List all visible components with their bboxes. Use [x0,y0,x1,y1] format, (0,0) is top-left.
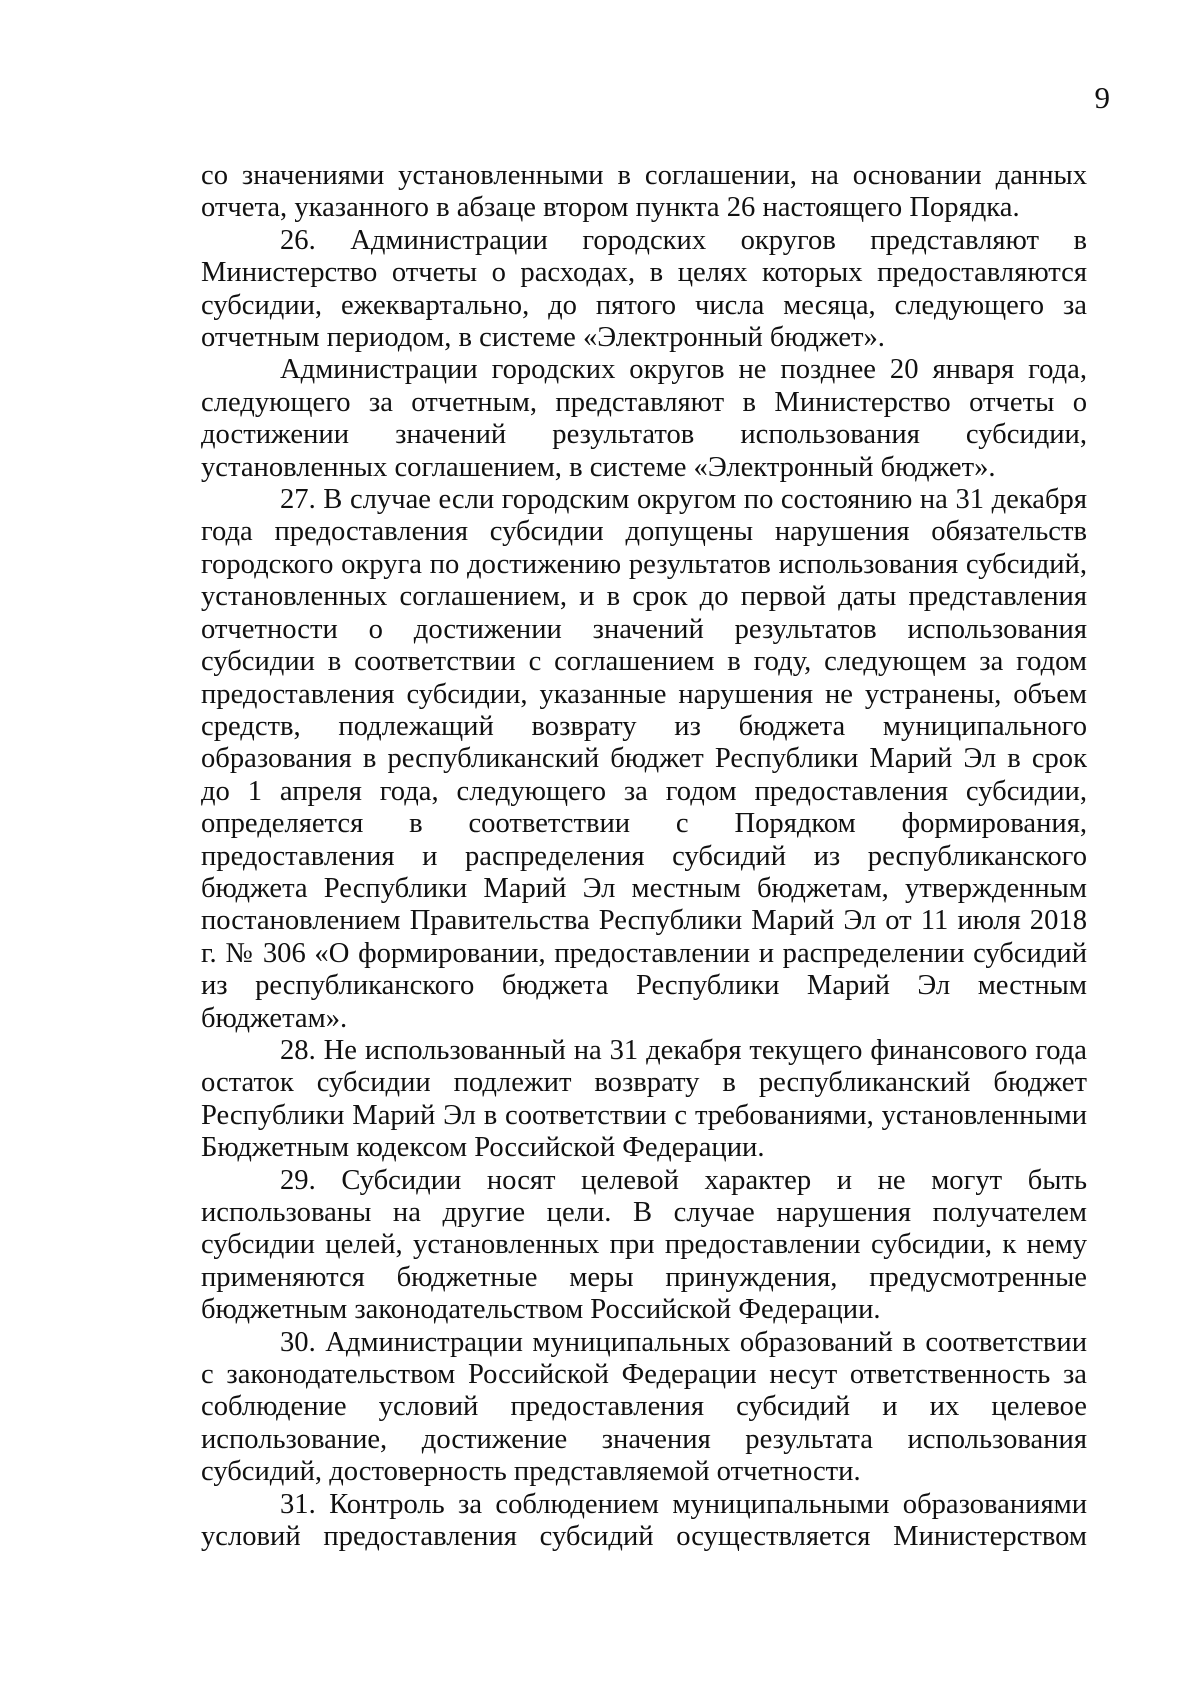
paragraph-26: 26. Администрации городских округов представляют в Министерство отчеты о расходах, в целях которых предоставляются субсидии, ежеквартально, до пятого числа месяца, следующего за отчетным периодом, в системе «Электронный бюджет». [201,224,1087,354]
paragraph-28: 28. Не использованный на 31 декабря текущего финансового года остаток субсидии подлежит возврату в республиканский бюджет Республики Марий Эл в соответствии с требованиями, установленными Бюджетным кодексом Российской Федерации. [201,1034,1087,1164]
document-body [201,160,1087,1553]
page-number: 9 [1094,80,1110,115]
paragraph-continuation: со значениями установленными в соглашении, на основании данных отчета, указанного в абзаце втором пункта 26 настоящего Порядка. [201,160,1087,224]
paragraph-27: 27. В случае если городским округом по состоянию на 31 декабря года предоставления субсидии допущены нарушения обязательств городского округа по достижению результатов использования субсидий, установленных соглашением, и в срок до первой даты представления отчетности о достижении значений результатов использования субсидии в соответствии с соглашением в году, следующем за годом предоставления субсидии, указанные нарушения не устранены, объем средств, подлежащий возврату из бюджета муниципального образования в республиканский бюджет Республики Марий Эл в срок до 1 апреля года, следующего за годом предоставления субсидии, определяется в соответствии с Порядком формирования, предоставления и распределения субсидий из республиканского бюджета Республики Марий Эл местным бюджетам, утвержденным постановлением Правительства Республики Марий Эл от 11 июля 2018 г. № 306 «О формировании, предоставлении и распределении субсидий из республиканского бюджета Республики Марий Эл местным бюджетам». [201,484,1087,1034]
paragraph-29: 29. Субсидии носят целевой характер и не могут быть использованы на другие цели. В случае нарушения получателем субсидии целей, установленных при предоставлении субсидии, к нему применяются бюджетные меры принуждения, предусмотренные бюджетным законодательством Российской Федерации. [201,1164,1087,1326]
paragraph-30: 30. Администрации муниципальных образований в соответствии с законодательством Российской Федерации несут ответственность за соблюдение условий предоставления субсидий и их целевое использование, достижение значения результата использования субсидий, достоверность представляемой отчетности. [201,1326,1087,1488]
paragraph-31: 31. Контроль за соблюдением муниципальными образованиями условий предоставления субсидий осуществляется Министерством [201,1488,1087,1553]
paragraph-26-report-deadline: Администрации городских округов не позднее 20 января года, следующего за отчетным, представляют в Министерство отчеты о достижении значений результатов использования субсидии, установленных соглашением, в системе «Электронный бюджет». [201,354,1087,483]
